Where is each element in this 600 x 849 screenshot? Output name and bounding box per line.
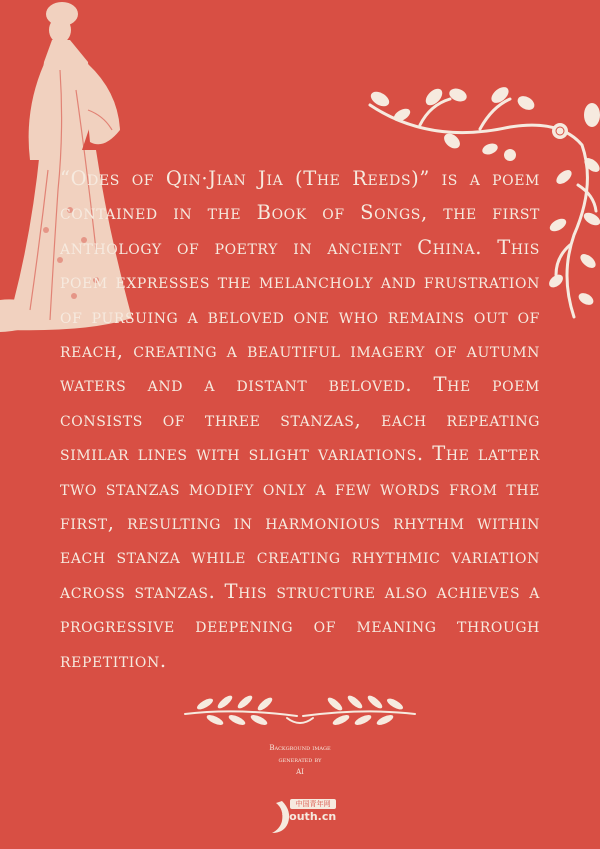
- logo-chinese-text: 中国青年网: [290, 799, 336, 809]
- image-credit: [225, 742, 375, 778]
- credit-line-2: generated by: [278, 756, 322, 764]
- youth-cn-logo: [268, 797, 338, 837]
- poem-description-paragraph: “Odes of Qin·Jian Jia (The Reeds)” is a poem contained in the Book of Songs, the first anthology of poetry in ancient China. This poem expresses the melancholy and frustration of pursuing a beloved one who remains out of reach, creating a beautiful imagery of autumn waters and a distant beloved. The poem consists of three stanzas, each repeating similar lines with slight variations. The latter two stanzas modify only a few words from the first, resulting in harmonious rhythm within each stanza while creating rhythmic variation across stanzas. This structure also achieves a progressive deepening of meaning through repetition.: [60, 167, 540, 672]
- credit-line-1: Background image: [269, 744, 331, 752]
- logo-english-text: youth.cn: [282, 810, 337, 823]
- laurel-divider-icon: [175, 688, 425, 730]
- credit-line-3: AI: [296, 768, 304, 776]
